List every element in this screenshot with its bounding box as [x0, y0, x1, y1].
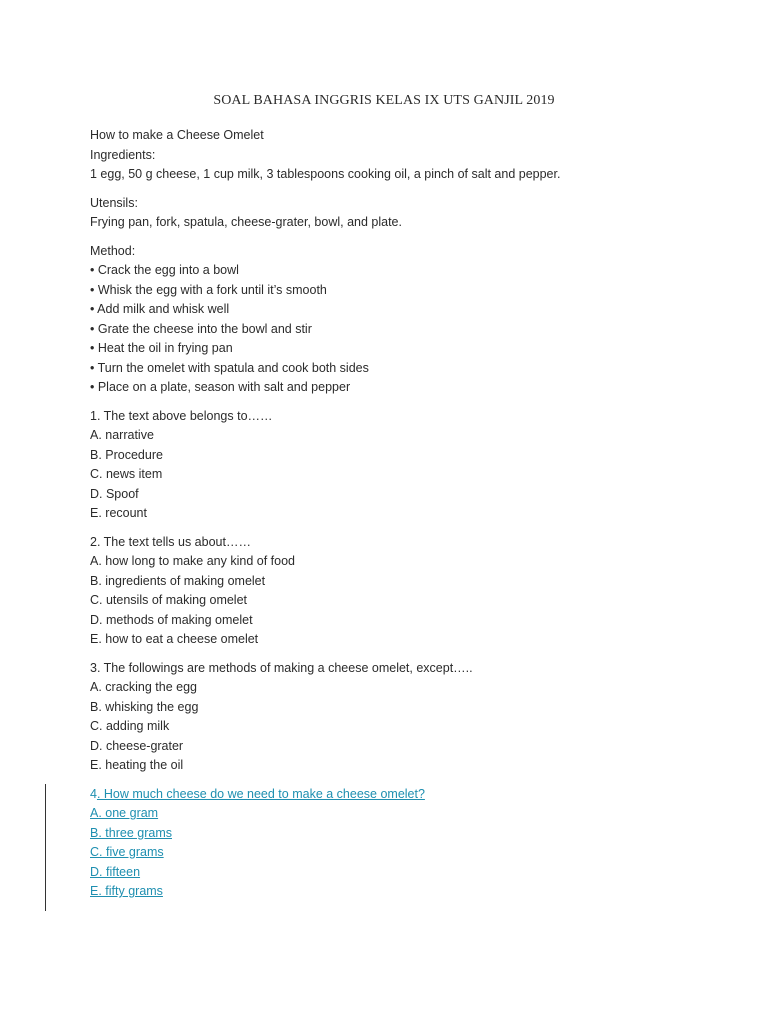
answer-option: A. how long to make any kind of food: [90, 554, 295, 568]
answer-option: D. cheese-grater: [90, 738, 184, 753]
question-3: [90, 659, 710, 776]
answer-option-text: A. one gram: [90, 806, 159, 820]
answer-option-text: E. fifty grams: [90, 884, 163, 898]
answer-option: E. how to eat a cheese omelet: [90, 632, 259, 646]
method-step: • Turn the omelet with spatula and cook both sides: [90, 360, 369, 375]
answer-option: [90, 824, 710, 844]
question-stem: 3. The followings are methods of making a cheese omelet, except…..: [90, 660, 473, 675]
method-step: • Grate the cheese into the bowl and stir: [90, 321, 312, 336]
method-step: • Whisk the egg with a fork until it’s smooth: [90, 282, 327, 297]
recipe-intro: [90, 126, 710, 185]
answer-option: B. whisking the egg: [90, 699, 199, 714]
ingredients-label: Ingredients:: [90, 147, 156, 162]
answer-option: [90, 843, 710, 863]
answer-option-text: B. three grams: [90, 825, 172, 840]
question-stem: 2. The text tells us about……: [90, 534, 251, 549]
tracked-change-bar: [45, 784, 46, 911]
answer-option-text: C. five grams: [90, 845, 164, 859]
answer-option: [90, 882, 710, 902]
question-4: [90, 785, 710, 902]
answer-option: A. cracking the egg: [90, 680, 198, 694]
recipe-heading: How to make a Cheese Omelet: [90, 128, 264, 142]
question-stem: 1. The text above belongs to……: [90, 408, 273, 423]
answer-option: [90, 804, 710, 824]
answer-option: A. narrative: [90, 428, 154, 442]
answer-option: C. utensils of making omelet: [90, 593, 248, 607]
answer-option: E. heating the oil: [90, 758, 184, 772]
method-step: • Place on a plate, season with salt and pepper: [90, 380, 351, 394]
question-2: [90, 533, 710, 650]
answer-option-text: D. fifteen: [90, 864, 141, 879]
ingredients-text: 1 egg, 50 g cheese, 1 cup milk, 3 tablespoons cooking oil, a pinch of salt and pepper.: [90, 167, 561, 181]
document-title: SOAL BAHASA INGGRIS KELAS IX UTS GANJIL 2019: [213, 93, 555, 108]
answer-option: D. Spoof: [90, 486, 139, 501]
method-step: • Crack the egg into a bowl: [90, 263, 239, 277]
utensils-label: Utensils:: [90, 195, 138, 210]
question-number: 4: [90, 786, 97, 801]
method-section: [90, 242, 710, 398]
answer-option: C. news item: [90, 467, 163, 481]
utensils-section: [90, 194, 710, 233]
question-text: . How much cheese do we need to make a cheese omelet?: [96, 786, 425, 801]
method-label: Method:: [90, 243, 136, 258]
answer-option: B. ingredients of making omelet: [90, 573, 266, 588]
question-1: [90, 407, 710, 524]
question-stem: [90, 785, 710, 805]
answer-option: E. recount: [90, 506, 147, 520]
answer-option: [90, 863, 710, 883]
answer-option: C. adding milk: [90, 719, 170, 733]
answer-option: D. methods of making omelet: [90, 612, 253, 627]
method-step: • Add milk and whisk well: [90, 302, 230, 316]
answer-option: B. Procedure: [90, 447, 163, 462]
utensils-text: Frying pan, fork, spatula, cheese-grater, bowl, and plate.: [90, 215, 402, 229]
document-body: [90, 126, 710, 911]
method-step: • Heat the oil in frying pan: [90, 341, 233, 355]
